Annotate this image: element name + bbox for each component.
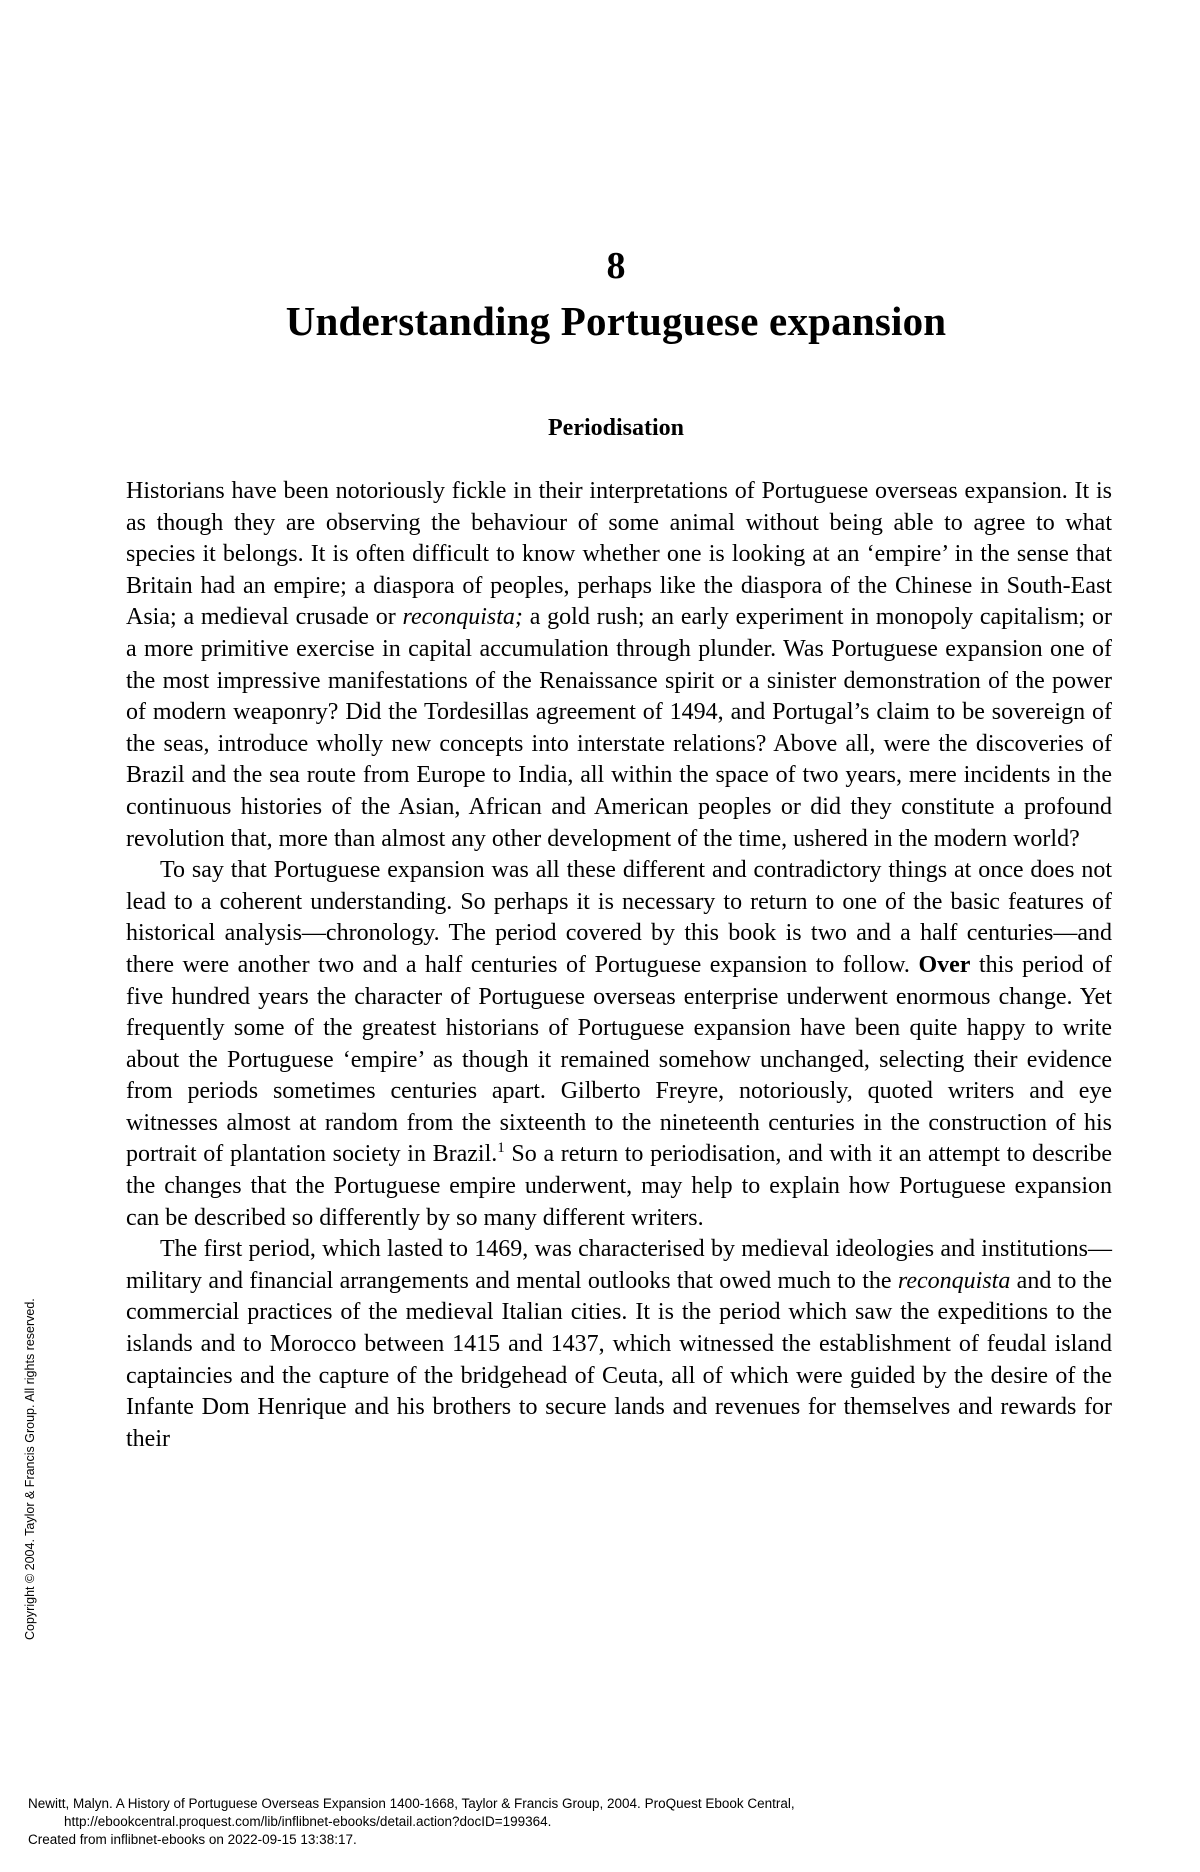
chapter-number: 8 xyxy=(606,245,626,287)
paragraph-3 xyxy=(126,1234,1112,1455)
side-copyright-notice: Copyright © 2004. Taylor & Francis Group. All rights reserved. xyxy=(23,1298,37,1640)
chapter-title: Understanding Portuguese expansion xyxy=(285,298,947,344)
paragraph-3-italic-term: reconquista xyxy=(897,1267,1011,1294)
paragraph-2-text-d: So a return to periodisation, and with it an attempt to describe the changes that the Portuguese empire underwent, may help to explain how Portuguese expansion can be described so differently by so many different writers. xyxy=(126,1141,1112,1231)
footer-created-date: Created from inflibnet-ebooks on 2022-09-15 13:38:17. xyxy=(28,1832,357,1847)
page-footer xyxy=(28,1795,1178,1849)
paragraph-2-text-a: To say that Portuguese expansion was all these different and contradictory things at once does not lead to a coherent understanding. So perhaps it is necessary to return to one of the basic features of historical analysis—chronology. The period covered by this book is two and a half centuries—and there were another two and a half centuries of Portuguese expansion to follow. xyxy=(126,857,1112,978)
paragraph-1-text-a: Historians have been notoriously fickle in their interpretations of Portuguese overseas expansion. It is as though they are observing the behaviour of some animal without being able to agree to what species it belongs. It is often difficult to know whether one is looking at an ‘empire’ in the sense that Britain had an empire; a diaspora of peoples, perhaps like the diaspora of the Chinese in South-East Asia; a medieval crusade or xyxy=(126,478,1112,631)
paragraph-2-text-c: this period of five hundred years the character of Portuguese overseas enterprise underwent enormous change. Yet frequently some of the greatest historians of Portuguese expansion have been quite happy to write about the Portuguese ‘empire’ as though it remained somehow unchanged, selecting their evidence from periods sometimes centuries apart. Gilberto Freyre, notoriously, quoted writers and eye witnesses almost at random from the sixteenth to the nineteenth centuries in the construction of his portrait of plantation society in Brazil. xyxy=(126,951,1112,1168)
footnote-marker[interactable]: 1 xyxy=(497,1140,505,1157)
footer-citation: Newitt, Malyn. A History of Portuguese Overseas Expansion 1400-1668, Taylor & Francis Group, 2004. ProQuest Ebook Central, xyxy=(28,1796,795,1811)
section-heading: Periodisation xyxy=(548,415,684,441)
paragraph-2 xyxy=(126,855,1112,1234)
paragraph-1 xyxy=(126,476,1112,855)
paragraph-3-text-c: and to the commercial practices of the medieval Italian cities. It is the period which saw the expeditions to the islands and to Morocco between 1415 and 1437, which witnessed the establishment of feudal island captaincies and the capture of the bridgehead of Ceuta, all of which were guided by the desire of the Infante Dom Henrique and his brothers to secure lands and revenues for themselves and rewards for their xyxy=(126,1267,1112,1452)
body-text xyxy=(126,476,1112,1455)
footer-url-link[interactable]: http://ebookcentral.proquest.com/lib/inflibnet-ebooks/detail.action?docID=199364. xyxy=(64,1814,552,1829)
paragraph-3-text-a: The first period, which lasted to 1469, was characterised by medieval ideologies and institutions—military and financial arrangements and mental outlooks that owed much to the xyxy=(126,1236,1112,1294)
paragraph-1-text-c: a gold rush; an early experiment in monopoly capitalism; or a more primitive exercise in capital accumulation through plunder. Was Portuguese expansion one of the most impressive manifestations of the Renaissance spirit or a sinister demonstration of the power of modern weaponry? Did the Tordesillas agreement of 1494, and Portugal’s claim to be sovereign of the seas, introduce wholly new concepts into interstate relations? Above all, were the discoveries of Brazil and the sea route from Europe to India, all within the space of two years, mere incidents in the continuous histories of the Asian, African and American peoples or did they constitute a profound revolution that, more than almost any other development of the time, ushered in the modern world? xyxy=(126,604,1112,852)
paragraph-1-italic-term: reconquista; xyxy=(402,604,523,631)
paragraph-2-bold-word: Over xyxy=(918,951,971,978)
